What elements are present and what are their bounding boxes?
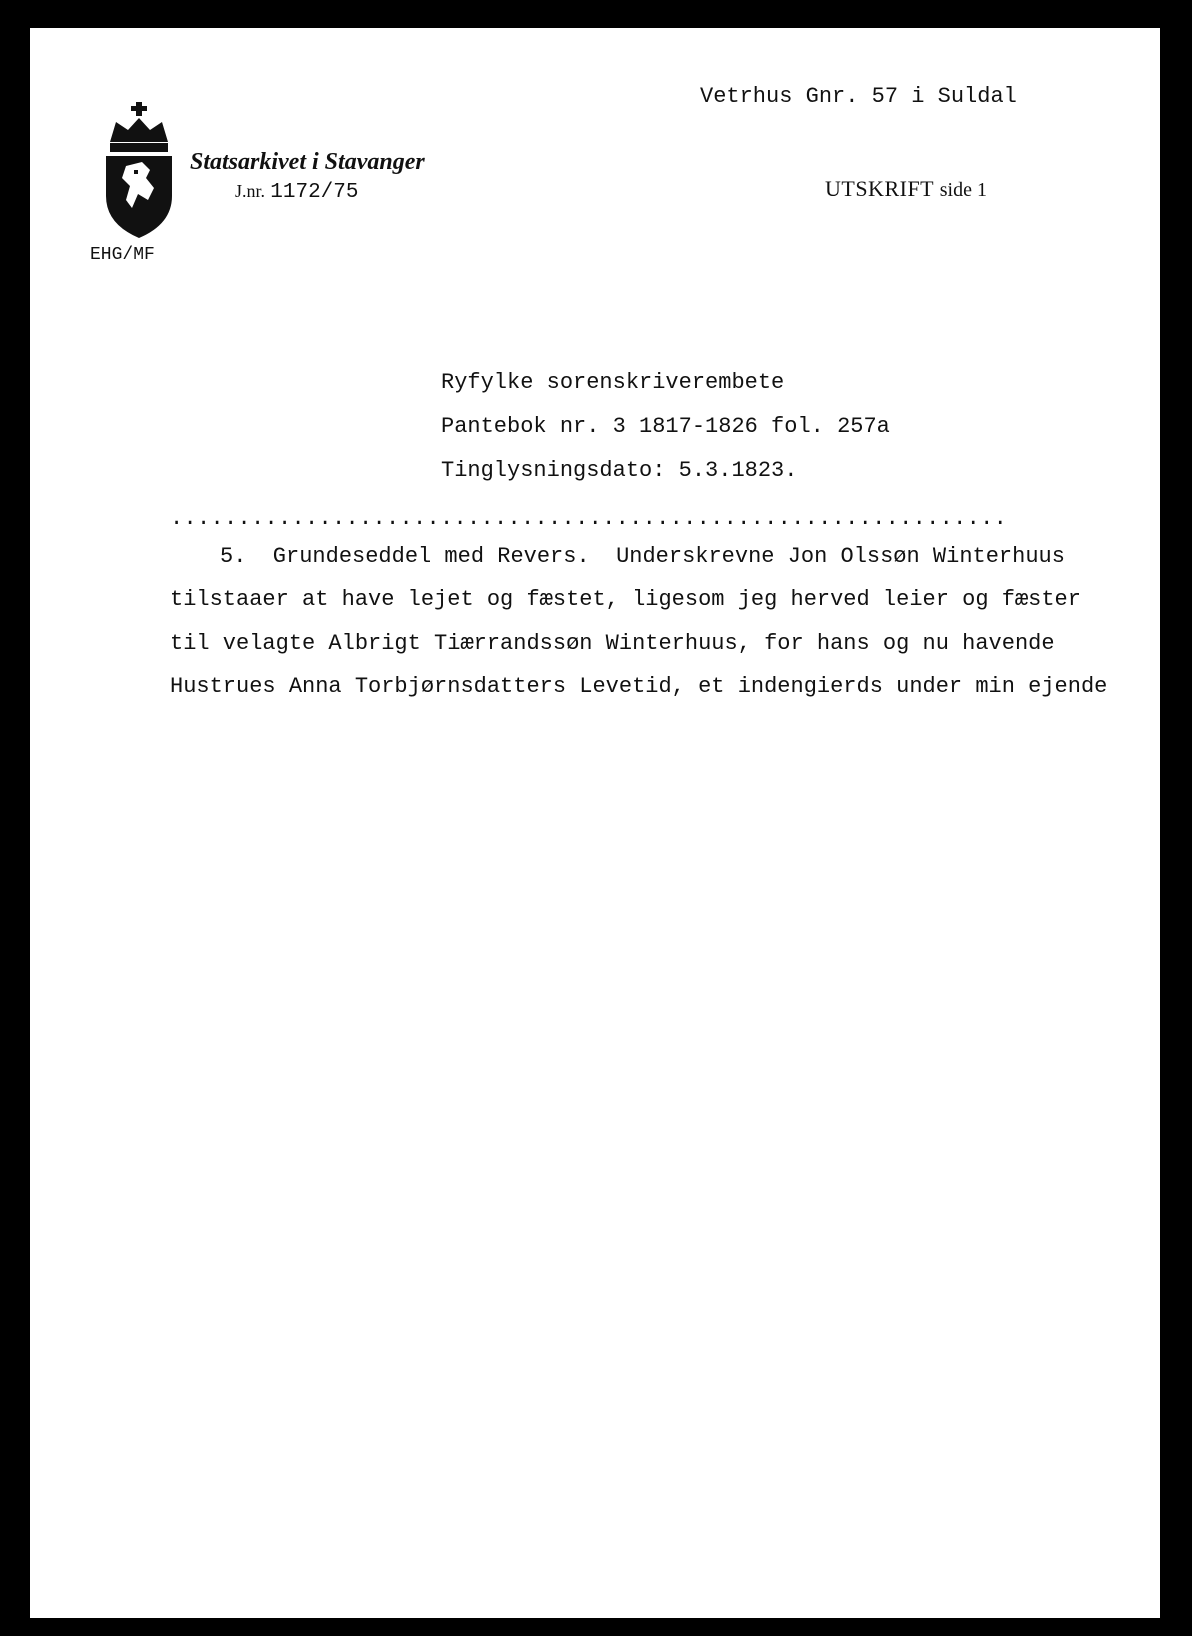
registration-date: Tinglysningsdato: 5.3.1823. (441, 458, 798, 483)
dotted-separator: .............................................................. (170, 506, 1008, 531)
utskrift-label: UTSKRIFT (825, 176, 934, 201)
document-page (30, 28, 1160, 1618)
page-side: side 1 (939, 179, 987, 201)
body-line: Hustrues Anna Torbjørnsdatters Levetid, et indengierds under min ejende (170, 674, 1108, 700)
source-office: Ryfylke sorenskriverembete (441, 370, 785, 395)
source-book: Pantebok nr. 3 1817-1826 fol. 257a (441, 414, 890, 439)
utskrift-heading (825, 176, 987, 202)
journal-number (235, 178, 358, 204)
body-line: 5. Grundeseddel med Revers. Underskrevne Jon Olssøn Winterhuus (220, 544, 1065, 569)
body-line: tilstaaer at have lejet og fæstet, ligesom jeg herved leier og fæster (170, 587, 1081, 613)
body-line: til velagte Albrigt Tiærrandssøn Winterhuus, for hans og nu havende (170, 630, 1055, 656)
initials: EHG/MF (90, 245, 155, 265)
coat-of-arms-icon (98, 100, 180, 240)
journal-number-value: 1172/75 (270, 181, 359, 204)
archive-name: Statsarkivet i Stavanger (190, 149, 425, 175)
place-reference: Vetrhus Gnr. 57 i Suldal (700, 84, 1017, 109)
journal-number-label: J.nr. (235, 181, 266, 201)
